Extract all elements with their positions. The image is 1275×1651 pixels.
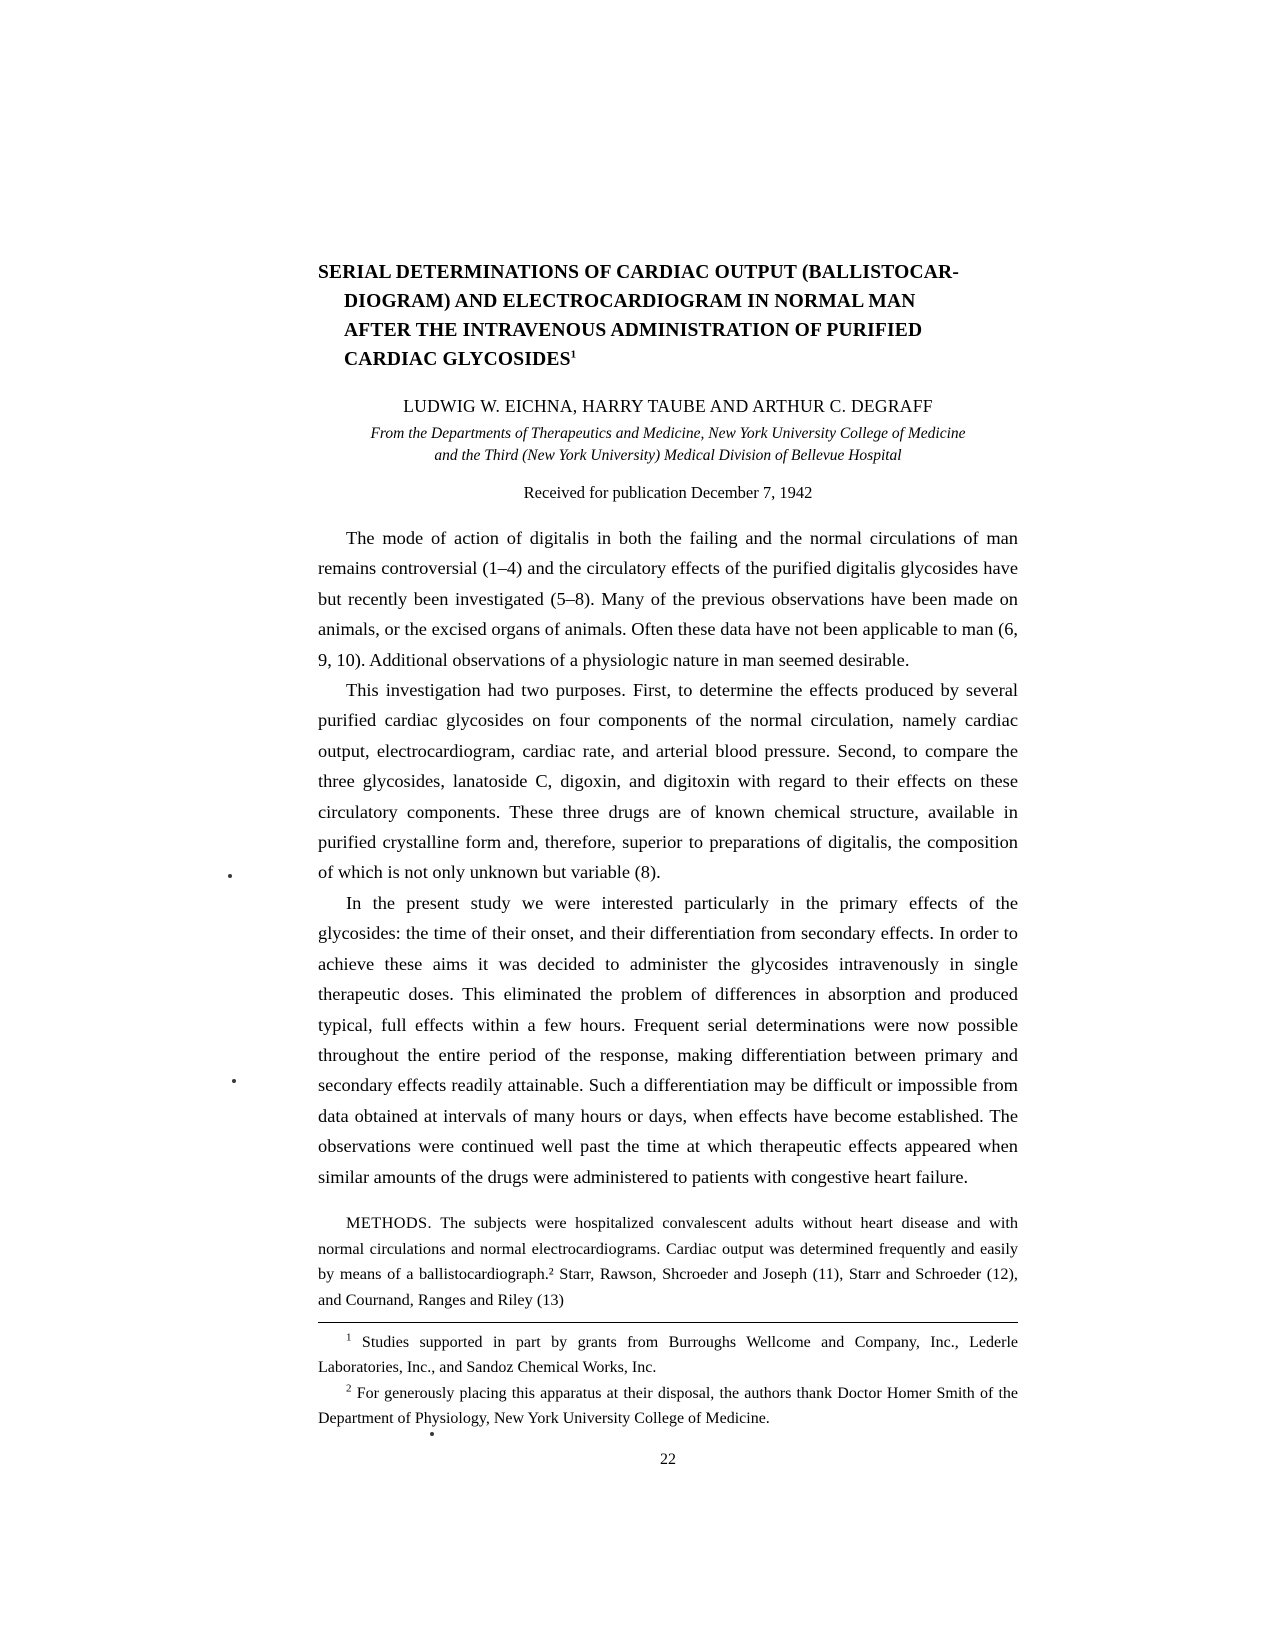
article-body <box>318 258 1018 1469</box>
methods-text: The subjects were hospitalized convalescent adults without heart disease and with normal circulations and normal electrocardiograms. Cardiac output was determined frequently and easily by means of a ballistocardiograph.² Starr, Rawson, Shcroeder and Joseph (11), Starr and Schroeder (12), and Cournand, Ranges and Riley (13) <box>318 1212 1019 1309</box>
methods-paragraph <box>318 1210 1018 1312</box>
footnote-divider <box>318 1322 1018 1323</box>
title-line-1 <box>318 258 1018 287</box>
scan-speck <box>232 1079 236 1083</box>
scan-speck <box>228 874 232 878</box>
affiliation-line-2: and the Third (New York University) Medical Division of Bellevue Hospital <box>434 447 902 464</box>
methods-heading: METHODS. <box>346 1212 432 1232</box>
title-line-3 <box>318 316 1018 345</box>
footnote-text: For generously placing this apparatus at their disposal, the authors thank Doctor Homer Smith of the Department of Physiology, New York University College of Medicine. <box>318 1385 1019 1427</box>
footnote-marker: 1 <box>346 1331 352 1344</box>
title-line-4-text: CARDIAC GLYCOSIDES <box>344 349 571 370</box>
paragraph: In the present study we were interested particularly in the primary effects of the glycosides: the time of their onset, and their differentiation from secondary effects. In order to achieve these aims it was decided to administer the glycosides intravenously in single therapeutic doses. This eliminated the problem of differences in absorption and produced typical, full effects within a few hours. Frequent serial determinations were now possible throughout the entire period of the response, making differentiation between primary and secondary effects readily attainable. Such a differentiation may be difficult or impossible from data obtained at intervals of many hours or days, when effects have become established. The observations were continued well past the time at which therapeutic effects appeared when similar amounts of the drugs were administered to patients with congestive heart failure. <box>318 892 1018 1187</box>
received-date: Received for publication December 7, 1942 <box>523 483 813 502</box>
title-line-4 <box>318 345 1018 374</box>
title-line-2-text: DIOGRAM) AND ELECTROCARDIOGRAM IN NORMAL MAN <box>344 291 916 312</box>
affiliation-line-1: From the Departments of Therapeutics and Medicine, New York University College of Medicine <box>370 425 966 442</box>
title-line-1-text: SERIAL DETERMINATIONS OF CARDIAC OUTPUT (BALLISTOCAR- <box>318 262 960 283</box>
author-list: LUDWIG W. EICHNA, HARRY TAUBE AND ARTHUR C. DEGRAFF <box>403 396 933 416</box>
title-line-2 <box>318 287 1018 316</box>
paragraph: The mode of action of digitalis in both the failing and the normal circulations of man remains controversial (1–4) and the circulatory effects of the purified digitalis glycosides have but recently been investigated (5–8). Many of the previous observations have been made on animals, or the excised organs of animals. Often these data have not been applicable to man (6, 9, 10). Additional observations of a physiologic nature in man seemed desirable. <box>318 528 1018 670</box>
footnote <box>318 1382 1018 1431</box>
paragraph: This investigation had two purposes. First, to determine the effects produced by several purified cardiac glycosides on four components of the normal circulation, namely cardiac output, electrocardiogram, cardiac rate, and arterial blood pressure. Second, to compare the three glycosides, lanatoside C, digoxin, and digitoxin with regard to their effects on these circulatory components. These three drugs are of known chemical structure, available in purified crystalline form and, therefore, superior to preparations of digitalis, the composition of which is not only unknown but variable (8). <box>318 680 1018 883</box>
title-footnote-marker: 1 <box>570 348 577 361</box>
page-title <box>318 258 1018 374</box>
page-number: 22 <box>660 1451 676 1469</box>
footnote-text: Studies supported in part by grants from Burroughs Wellcome and Company, Inc., Lederle Laboratories, Inc., and Sandoz Chemical Works, Inc. <box>318 1334 1019 1376</box>
title-line-3-text: AFTER THE INTRAVENOUS ADMINISTRATION OF PURIFIED <box>344 320 923 341</box>
footnote <box>318 1331 1018 1380</box>
affiliation <box>318 423 1018 467</box>
footnote-marker: 2 <box>346 1382 352 1395</box>
